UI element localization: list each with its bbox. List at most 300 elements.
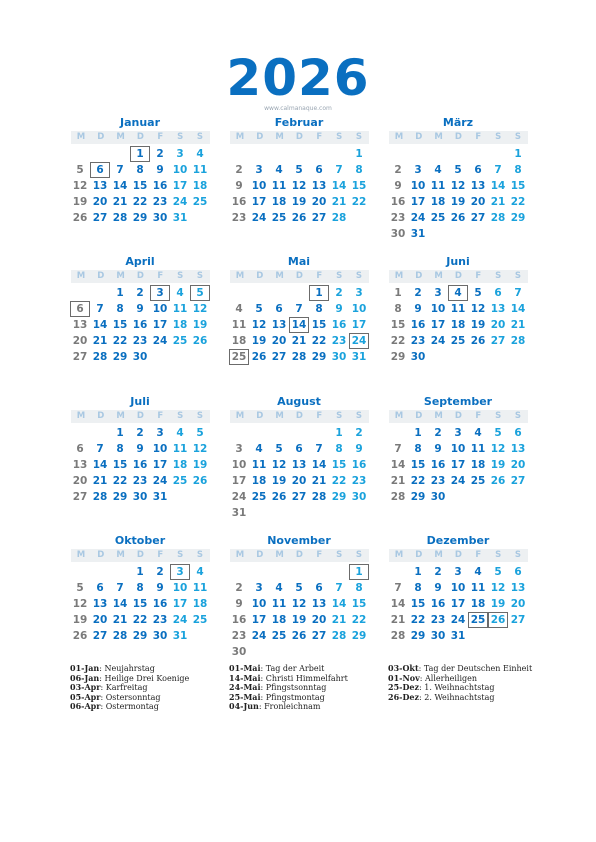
weekday-label: D bbox=[454, 271, 462, 281]
day-cell: 13 bbox=[311, 180, 327, 192]
week-row bbox=[70, 194, 210, 210]
holiday-date: 06-Apr bbox=[70, 701, 101, 711]
day-cell: 2 bbox=[156, 566, 164, 578]
day-cell: 27 bbox=[92, 212, 108, 224]
month-title: März bbox=[442, 116, 474, 129]
day-cell: 7 bbox=[394, 582, 402, 594]
week-row bbox=[229, 333, 369, 349]
weekday-label: S bbox=[196, 271, 204, 281]
day-cell: 11 bbox=[172, 443, 188, 455]
day-cell: 9 bbox=[156, 582, 164, 594]
day-cell: 28 bbox=[490, 212, 506, 224]
empty-day bbox=[309, 425, 329, 441]
month-februar bbox=[229, 116, 369, 226]
day-grid bbox=[229, 146, 369, 226]
day-cell: 25 bbox=[192, 614, 208, 626]
holiday-name: Ostersonntag bbox=[105, 692, 161, 702]
weekday-label: D bbox=[295, 271, 303, 281]
day-cell: 27 bbox=[470, 212, 486, 224]
weekday-label: F bbox=[475, 271, 482, 281]
holiday-list-3 bbox=[388, 664, 563, 702]
month-november bbox=[229, 534, 369, 660]
day-cell: 24 bbox=[172, 614, 188, 626]
day-cell: 11 bbox=[192, 582, 208, 594]
day-cell: 8 bbox=[136, 164, 144, 176]
day-cell: 23 bbox=[430, 614, 446, 626]
holiday-date: 25-Mai bbox=[229, 691, 261, 702]
empty-day bbox=[269, 285, 289, 301]
weekday-label: D bbox=[454, 411, 462, 421]
year-title: 2026 bbox=[226, 49, 370, 107]
weekday-header bbox=[230, 410, 369, 423]
day-cell: 31 bbox=[410, 228, 426, 240]
day-cell: 16 bbox=[152, 180, 168, 192]
holiday-date: 05-Apr bbox=[70, 691, 101, 702]
day-cell: 4 bbox=[474, 566, 482, 578]
day-cell: 28 bbox=[331, 630, 347, 642]
day-cell: 8 bbox=[315, 303, 323, 315]
week-row bbox=[388, 210, 528, 226]
day-cell: 15 bbox=[112, 459, 128, 471]
day-cell: 10 bbox=[231, 459, 247, 471]
day-cell: 15 bbox=[510, 180, 526, 192]
day-cell: 6 bbox=[76, 443, 84, 455]
week-row bbox=[70, 425, 210, 441]
day-cell: 30 bbox=[390, 228, 406, 240]
week-row bbox=[388, 333, 528, 349]
day-cell: 22 bbox=[351, 614, 367, 626]
day-cell: 27 bbox=[92, 630, 108, 642]
day-cell: 14 bbox=[92, 319, 108, 331]
day-cell: 11 bbox=[271, 598, 287, 610]
day-cell: 21 bbox=[92, 475, 108, 487]
day-cell: 3 bbox=[414, 164, 422, 176]
day-cell: 23 bbox=[231, 630, 247, 642]
day-cell: 19 bbox=[291, 614, 307, 626]
holiday-separator: : bbox=[100, 702, 106, 711]
day-cell: 4 bbox=[196, 148, 204, 160]
weekday-label: D bbox=[97, 132, 105, 142]
day-cell: 30 bbox=[410, 351, 426, 363]
weekday-label: D bbox=[97, 271, 105, 281]
weekday-label: F bbox=[316, 550, 323, 560]
week-row bbox=[70, 489, 210, 505]
day-cell: 27 bbox=[510, 614, 526, 626]
day-cell: 15 bbox=[331, 459, 347, 471]
week-row bbox=[388, 194, 528, 210]
day-cell: 19 bbox=[291, 196, 307, 208]
weekday-label: D bbox=[136, 271, 144, 281]
day-cell: 6 bbox=[315, 164, 323, 176]
empty-day bbox=[289, 564, 309, 580]
day-cell: 30 bbox=[152, 630, 168, 642]
empty-day bbox=[90, 425, 110, 441]
weekday-label: M bbox=[434, 271, 443, 281]
holiday-entry bbox=[229, 702, 404, 712]
day-cell: 5 bbox=[255, 303, 263, 315]
day-cell: 3 bbox=[434, 287, 442, 299]
day-cell: 20 bbox=[72, 335, 88, 347]
day-cell: 18 bbox=[172, 319, 188, 331]
day-cell: 4 bbox=[196, 566, 204, 578]
empty-day bbox=[408, 146, 428, 162]
week-row bbox=[229, 194, 369, 210]
holiday-separator: : bbox=[260, 664, 266, 673]
day-cell: 18 bbox=[192, 180, 208, 192]
weekday-label: D bbox=[295, 132, 303, 142]
empty-day bbox=[488, 146, 508, 162]
day-cell: 24 bbox=[410, 212, 426, 224]
day-cell: 27 bbox=[271, 351, 287, 363]
day-cell: 5 bbox=[295, 582, 303, 594]
day-cell: 18 bbox=[271, 196, 287, 208]
weekday-label: M bbox=[434, 550, 443, 560]
day-cell: 20 bbox=[92, 196, 108, 208]
day-cell: 21 bbox=[112, 614, 128, 626]
empty-day bbox=[329, 146, 349, 162]
day-cell: 21 bbox=[510, 319, 526, 331]
empty-day bbox=[70, 425, 90, 441]
day-cell: 30 bbox=[331, 351, 347, 363]
holiday-name: Tag der Arbeit bbox=[265, 664, 325, 673]
month-title: Juni bbox=[446, 255, 470, 268]
holiday-date: 24-Mai bbox=[229, 682, 261, 692]
weekday-header bbox=[389, 410, 528, 423]
holiday-day-cell: 25 bbox=[229, 349, 249, 365]
weekday-label: D bbox=[97, 550, 105, 560]
day-cell: 30 bbox=[132, 351, 148, 363]
day-cell: 5 bbox=[275, 443, 283, 455]
day-cell: 21 bbox=[92, 335, 108, 347]
day-cell: 26 bbox=[490, 475, 506, 487]
day-cell: 19 bbox=[192, 319, 208, 331]
day-cell: 13 bbox=[291, 459, 307, 471]
day-cell: 5 bbox=[454, 164, 462, 176]
weekday-label: D bbox=[454, 132, 462, 142]
day-cell: 5 bbox=[494, 566, 502, 578]
day-cell: 17 bbox=[430, 319, 446, 331]
day-cell: 16 bbox=[331, 319, 347, 331]
day-cell: 31 bbox=[152, 491, 168, 503]
holiday-separator: : bbox=[100, 683, 106, 692]
day-cell: 31 bbox=[231, 507, 247, 519]
day-cell: 6 bbox=[514, 427, 522, 439]
holiday-name: 2. Weihnachtstag bbox=[424, 692, 495, 702]
weekday-label: S bbox=[177, 132, 184, 142]
day-cell: 4 bbox=[275, 582, 283, 594]
empty-day bbox=[90, 285, 110, 301]
week-row bbox=[70, 612, 210, 628]
day-cell: 23 bbox=[390, 212, 406, 224]
day-cell: 10 bbox=[251, 598, 267, 610]
day-grid bbox=[388, 425, 528, 505]
day-cell: 6 bbox=[494, 287, 502, 299]
day-cell: 23 bbox=[152, 196, 168, 208]
empty-day bbox=[110, 564, 130, 580]
day-cell: 16 bbox=[430, 459, 446, 471]
empty-day bbox=[229, 425, 249, 441]
day-cell: 6 bbox=[96, 582, 104, 594]
day-cell: 2 bbox=[235, 164, 243, 176]
day-cell: 23 bbox=[430, 475, 446, 487]
day-cell: 23 bbox=[351, 475, 367, 487]
empty-day bbox=[309, 564, 329, 580]
month-juli bbox=[70, 395, 210, 505]
day-cell: 7 bbox=[116, 164, 124, 176]
day-cell: 26 bbox=[450, 212, 466, 224]
day-cell: 19 bbox=[470, 319, 486, 331]
weekday-label: S bbox=[336, 132, 343, 142]
day-cell: 22 bbox=[331, 475, 347, 487]
day-cell: 9 bbox=[136, 443, 144, 455]
day-cell: 31 bbox=[450, 630, 466, 642]
weekday-label: D bbox=[415, 550, 423, 560]
day-cell: 17 bbox=[450, 459, 466, 471]
empty-day bbox=[388, 564, 408, 580]
weekday-label: S bbox=[355, 271, 363, 281]
day-cell: 1 bbox=[355, 148, 363, 160]
day-cell: 3 bbox=[454, 427, 462, 439]
day-cell: 14 bbox=[390, 598, 406, 610]
day-cell: 2 bbox=[235, 582, 243, 594]
day-cell: 30 bbox=[231, 646, 247, 658]
holiday-name: Pfingstmontag bbox=[265, 692, 325, 702]
day-cell: 16 bbox=[351, 459, 367, 471]
holiday-day-cell: 25 bbox=[468, 612, 488, 628]
day-cell: 4 bbox=[255, 443, 263, 455]
week-row bbox=[229, 473, 369, 489]
day-cell: 10 bbox=[450, 582, 466, 594]
day-cell: 14 bbox=[331, 598, 347, 610]
day-cell: 17 bbox=[450, 598, 466, 610]
day-cell: 14 bbox=[311, 459, 327, 471]
day-cell: 12 bbox=[72, 598, 88, 610]
weekday-label: M bbox=[394, 550, 404, 560]
day-cell: 9 bbox=[235, 598, 243, 610]
holiday-name: Karfreitag bbox=[105, 683, 148, 692]
week-row bbox=[70, 473, 210, 489]
day-cell: 12 bbox=[251, 319, 267, 331]
holiday-date: 04-Jun bbox=[229, 701, 259, 711]
day-cell: 24 bbox=[251, 630, 267, 642]
day-cell: 22 bbox=[351, 196, 367, 208]
weekday-label: S bbox=[336, 550, 343, 560]
day-cell: 27 bbox=[311, 630, 327, 642]
day-cell: 25 bbox=[172, 335, 188, 347]
day-cell: 28 bbox=[92, 491, 108, 503]
weekday-label: S bbox=[495, 132, 502, 142]
day-cell: 3 bbox=[156, 427, 164, 439]
empty-day bbox=[269, 425, 289, 441]
week-row bbox=[70, 580, 210, 596]
day-cell: 12 bbox=[470, 303, 486, 315]
week-row bbox=[70, 564, 210, 580]
day-cell: 19 bbox=[271, 475, 287, 487]
day-cell: 9 bbox=[156, 164, 164, 176]
day-cell: 29 bbox=[351, 630, 367, 642]
weekday-label: S bbox=[196, 550, 204, 560]
weekday-header bbox=[71, 270, 210, 283]
day-cell: 8 bbox=[514, 164, 522, 176]
week-row bbox=[229, 580, 369, 596]
weekday-label: D bbox=[256, 132, 264, 142]
month-title: Oktober bbox=[114, 534, 166, 547]
day-cell: 18 bbox=[251, 475, 267, 487]
weekday-label: F bbox=[475, 411, 482, 421]
weekday-label: M bbox=[235, 411, 245, 421]
day-cell: 20 bbox=[470, 196, 486, 208]
website-url: www.calmanaque.com bbox=[264, 105, 332, 112]
empty-day bbox=[229, 285, 249, 301]
weekday-label: M bbox=[275, 271, 284, 281]
day-cell: 4 bbox=[235, 303, 243, 315]
day-cell: 31 bbox=[351, 351, 367, 363]
weekday-label: D bbox=[256, 411, 264, 421]
day-cell: 1 bbox=[514, 148, 522, 160]
day-cell: 22 bbox=[112, 335, 128, 347]
day-cell: 14 bbox=[490, 180, 506, 192]
weekday-label: D bbox=[256, 271, 264, 281]
holiday-separator: : bbox=[99, 664, 105, 673]
day-cell: 3 bbox=[355, 287, 363, 299]
day-cell: 7 bbox=[394, 443, 402, 455]
week-row bbox=[229, 644, 369, 660]
day-cell: 14 bbox=[510, 303, 526, 315]
day-cell: 2 bbox=[136, 427, 144, 439]
day-cell: 11 bbox=[450, 303, 466, 315]
holiday-name: Fronleichnam bbox=[264, 702, 321, 711]
day-cell: 27 bbox=[311, 212, 327, 224]
day-cell: 14 bbox=[92, 459, 108, 471]
day-cell: 17 bbox=[152, 459, 168, 471]
day-cell: 21 bbox=[331, 196, 347, 208]
day-cell: 20 bbox=[311, 196, 327, 208]
weekday-label: M bbox=[434, 132, 443, 142]
day-cell: 14 bbox=[112, 180, 128, 192]
weekday-label: M bbox=[116, 550, 125, 560]
weekday-label: S bbox=[355, 550, 363, 560]
day-cell: 21 bbox=[390, 475, 406, 487]
day-cell: 20 bbox=[510, 598, 526, 610]
day-cell: 15 bbox=[410, 598, 426, 610]
holiday-name: Neujahrstag bbox=[104, 664, 155, 673]
day-cell: 7 bbox=[494, 164, 502, 176]
weekday-label: F bbox=[157, 411, 164, 421]
holiday-name: 1. Weihnachtstag bbox=[424, 683, 495, 692]
week-row bbox=[388, 162, 528, 178]
month-title: April bbox=[125, 255, 155, 268]
day-grid bbox=[229, 564, 369, 660]
day-cell: 8 bbox=[116, 303, 124, 315]
month-title: Dezember bbox=[426, 534, 490, 547]
day-cell: 20 bbox=[271, 335, 287, 347]
weekday-label: M bbox=[76, 411, 86, 421]
week-row bbox=[388, 226, 528, 242]
weekday-label: M bbox=[394, 271, 404, 281]
empty-day bbox=[329, 564, 349, 580]
day-cell: 3 bbox=[255, 164, 263, 176]
day-cell: 3 bbox=[176, 148, 184, 160]
week-row bbox=[229, 425, 369, 441]
day-cell: 9 bbox=[414, 303, 422, 315]
day-cell: 5 bbox=[295, 164, 303, 176]
month-juni bbox=[388, 255, 528, 365]
week-row bbox=[70, 457, 210, 473]
day-cell: 18 bbox=[430, 196, 446, 208]
holiday-date: 03-Okt bbox=[388, 663, 419, 673]
week-row bbox=[388, 178, 528, 194]
empty-day bbox=[309, 146, 329, 162]
day-cell: 8 bbox=[136, 582, 144, 594]
empty-day bbox=[289, 146, 309, 162]
day-cell: 7 bbox=[295, 303, 303, 315]
day-cell: 21 bbox=[311, 475, 327, 487]
weekday-label: M bbox=[116, 271, 125, 281]
day-cell: 7 bbox=[315, 443, 323, 455]
month-title: September bbox=[423, 395, 493, 408]
week-row bbox=[229, 489, 369, 505]
day-cell: 13 bbox=[470, 180, 486, 192]
day-cell: 9 bbox=[355, 443, 363, 455]
week-row bbox=[229, 349, 369, 365]
day-cell: 15 bbox=[351, 598, 367, 610]
day-cell: 26 bbox=[470, 335, 486, 347]
holiday-date: 01-Jan bbox=[70, 663, 100, 673]
day-cell: 12 bbox=[192, 303, 208, 315]
week-row bbox=[229, 596, 369, 612]
holiday-day-cell: 5 bbox=[190, 285, 210, 301]
day-cell: 5 bbox=[474, 287, 482, 299]
day-cell: 28 bbox=[92, 351, 108, 363]
holiday-separator: : bbox=[260, 692, 266, 702]
day-cell: 20 bbox=[311, 614, 327, 626]
weekday-label: F bbox=[316, 132, 323, 142]
holiday-list-2 bbox=[229, 664, 404, 712]
day-cell: 25 bbox=[251, 491, 267, 503]
weekday-label: S bbox=[336, 411, 343, 421]
weekday-header bbox=[389, 549, 528, 562]
day-cell: 7 bbox=[96, 303, 104, 315]
day-cell: 30 bbox=[430, 630, 446, 642]
day-cell: 6 bbox=[315, 582, 323, 594]
week-row bbox=[229, 628, 369, 644]
weekday-label: F bbox=[475, 132, 482, 142]
empty-day bbox=[269, 146, 289, 162]
holiday-separator: : bbox=[99, 673, 105, 683]
weekday-header bbox=[71, 131, 210, 144]
month-title: Februar bbox=[274, 116, 324, 129]
empty-day bbox=[249, 564, 269, 580]
day-cell: 9 bbox=[434, 443, 442, 455]
empty-day bbox=[229, 564, 249, 580]
weekday-label: S bbox=[495, 550, 502, 560]
week-row bbox=[388, 285, 528, 301]
day-cell: 17 bbox=[251, 614, 267, 626]
day-cell: 13 bbox=[311, 598, 327, 610]
day-cell: 29 bbox=[390, 351, 406, 363]
weekday-label: S bbox=[355, 132, 363, 142]
day-cell: 6 bbox=[275, 303, 283, 315]
week-row bbox=[229, 162, 369, 178]
day-cell: 19 bbox=[490, 459, 506, 471]
day-cell: 11 bbox=[470, 582, 486, 594]
weekday-header bbox=[230, 131, 369, 144]
day-cell: 15 bbox=[311, 319, 327, 331]
day-cell: 31 bbox=[172, 630, 188, 642]
day-cell: 22 bbox=[112, 475, 128, 487]
weekday-label: S bbox=[196, 411, 204, 421]
holiday-day-cell: 1 bbox=[309, 285, 329, 301]
